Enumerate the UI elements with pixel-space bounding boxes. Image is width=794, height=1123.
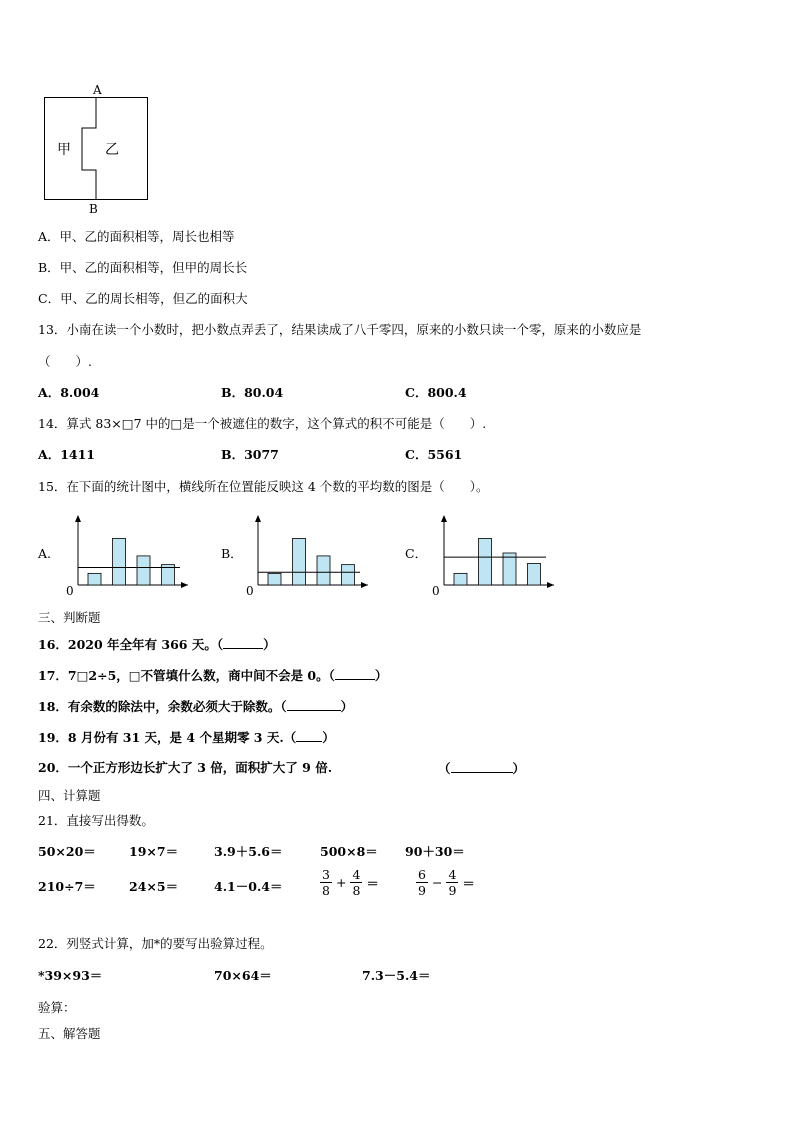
- bar: [479, 538, 492, 585]
- bar: [137, 556, 150, 585]
- label-b: B: [89, 202, 98, 216]
- q13-option-a: A．8.004: [38, 385, 100, 400]
- q13-stem-line2: （ ）.: [38, 354, 92, 369]
- q21-r2-c1: 210÷7＝: [38, 879, 96, 894]
- denominator: 8: [352, 883, 361, 898]
- q21-r1-c5: 90＋30＝: [405, 844, 465, 859]
- y-axis-arrow: [255, 515, 261, 522]
- label-a: A: [93, 83, 102, 97]
- operator: +: [335, 875, 347, 890]
- q21-r2-c3: 4.1－0.4＝: [214, 879, 283, 894]
- q12-figure: [38, 80, 158, 216]
- numerator: 3: [322, 867, 330, 882]
- q21-r2-c2: 24×5＝: [129, 879, 179, 894]
- q22-check-label: 验算：: [38, 1000, 76, 1015]
- y-axis-arrow: [75, 515, 81, 522]
- bar: [454, 573, 467, 585]
- chart-a-label: A.: [38, 546, 52, 561]
- q19-text: 19．8 月份有 31 天，是 4 个星期零 3 天.（: [38, 730, 297, 745]
- q14-option-c: C．5561: [405, 447, 463, 462]
- q15-stem: 15．在下面的统计图中，横线所在位置能反映这 4 个数的平均数的图是（ ）。: [38, 479, 489, 494]
- q19-close: ）: [322, 730, 335, 745]
- chart-c-label: C．: [405, 546, 428, 561]
- fraction: [446, 867, 458, 898]
- q20-blank[interactable]: [451, 760, 513, 773]
- q16: [38, 636, 276, 653]
- q20-open: （: [438, 761, 451, 776]
- bar: [293, 538, 306, 585]
- dividing-line: [82, 98, 96, 200]
- q19: [38, 729, 335, 746]
- section4-title: 四、计算题: [38, 788, 101, 803]
- q18-text: 18．有余数的除法中，余数必须大于除数。（: [38, 699, 287, 714]
- chart-b-label: B．: [221, 546, 243, 561]
- x-axis-arrow: [361, 582, 368, 588]
- q22-item-3: 7.3－5.4＝: [362, 968, 431, 983]
- denominator: 8: [322, 883, 330, 898]
- q21-r1-c4: 500×8＝: [320, 844, 378, 859]
- region-jia: 甲: [57, 142, 71, 158]
- q13-option-c: C．800.4: [405, 385, 467, 400]
- q18: [38, 698, 353, 715]
- bar: [528, 563, 541, 585]
- q22-item-2: 70×64＝: [214, 968, 272, 983]
- numerator: 4: [448, 867, 457, 882]
- q12-option-a: A．甲、乙的面积相等，周长也相等: [38, 229, 235, 244]
- q19-blank[interactable]: [296, 729, 322, 742]
- q21-stem: 21．直接写出得数。: [38, 813, 154, 828]
- q20-text: 20．一个正方形边长扩大了 3 倍，面积扩大了 9 倍.: [38, 760, 333, 775]
- q14-option-b: B．3077: [221, 447, 279, 462]
- operator: −: [431, 875, 443, 890]
- bar: [503, 553, 516, 585]
- chart-b: [246, 515, 376, 597]
- numerator: 6: [418, 867, 426, 882]
- equals: ＝: [462, 875, 475, 891]
- equals: ＝: [366, 875, 379, 891]
- section3-title: 三、判断题: [38, 610, 101, 625]
- q17-text: 17．7□2÷5，□不管填什么数，商中间不会是 0。（: [38, 668, 335, 683]
- region-yi: 乙: [105, 142, 119, 158]
- q21-fraction-sum: [318, 867, 381, 898]
- q14-stem: 14．算式 83×□7 中的□是一个被遮住的数字，这个算式的积不可能是（ ）.: [38, 416, 487, 431]
- q13-stem-line1: 13．小南在读一个小数时，把小数点弄丢了，结果读成了八千零四，原来的小数只读一个零，原来的小数应是: [38, 322, 642, 337]
- fraction: [350, 867, 362, 898]
- q17: [38, 667, 387, 684]
- origin-label: 0: [432, 584, 440, 597]
- numerator: 4: [352, 867, 361, 882]
- q18-close: ）: [340, 699, 354, 714]
- q21-r1-c3: 3.9＋5.6＝: [214, 844, 283, 859]
- section5-title: 五、解答题: [38, 1026, 101, 1041]
- q20-close: ）: [512, 761, 526, 776]
- q13-option-b: B．80.04: [221, 385, 284, 400]
- chart-a: [66, 515, 196, 597]
- bar: [268, 573, 281, 585]
- y-axis-arrow: [441, 515, 447, 522]
- q17-blank[interactable]: [335, 667, 375, 680]
- bar: [342, 565, 355, 585]
- denominator: 9: [448, 883, 457, 898]
- q21-r1-c2: 19×7＝: [129, 844, 179, 859]
- denominator: 9: [418, 883, 426, 898]
- q21-fraction-diff: [414, 867, 477, 898]
- q17-close: ）: [374, 668, 388, 683]
- fraction: [320, 867, 332, 898]
- q12-option-c: C．甲、乙的周长相等，但乙的面积大: [38, 291, 248, 306]
- bar: [113, 538, 126, 585]
- q12-option-b: B．甲、乙的面积相等，但甲的周长长: [38, 260, 248, 275]
- fraction: [416, 867, 428, 898]
- q20-answer: [438, 760, 525, 777]
- x-axis-arrow: [547, 582, 554, 588]
- origin-label: 0: [246, 584, 254, 597]
- q16-text: 16．2020 年全年有 366 天。（: [38, 637, 224, 652]
- chart-c: [432, 515, 562, 597]
- q18-blank[interactable]: [287, 698, 341, 711]
- q14-option-a: A．1411: [38, 447, 95, 462]
- q22-stem: 22．列竖式计算，加*的要写出验算过程。: [38, 936, 273, 951]
- bar: [317, 556, 330, 585]
- q21-r1-c1: 50×20＝: [38, 844, 96, 859]
- q22-item-1: *39×93＝: [38, 968, 103, 983]
- origin-label: 0: [66, 584, 74, 597]
- x-axis-arrow: [181, 582, 188, 588]
- q16-close: ）: [263, 637, 276, 652]
- q16-blank[interactable]: [223, 636, 263, 649]
- bar: [88, 573, 101, 585]
